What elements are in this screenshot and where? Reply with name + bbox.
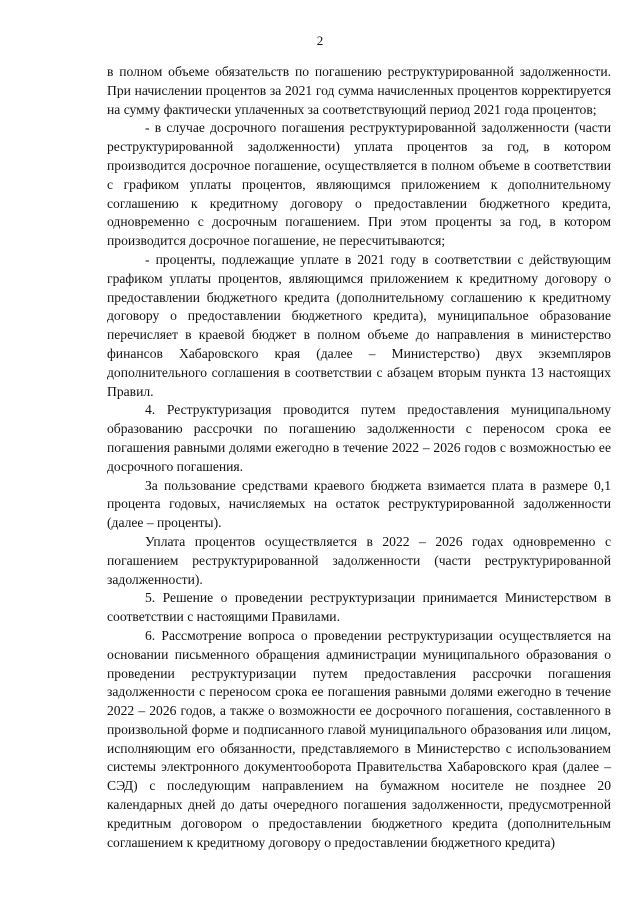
paragraph-interest-2021: - проценты, подлежащие уплате в 2021 году в соответствии с действующим графиком уплаты процентов, являющимся приложением к кредитному договору о предоставлении бюджетного кредита (дополнительному соглашению к кредитному договору о предоставлении бюджетного кредита), муниципальное образование перечисляет в краевой бюджет в полном объеме до направления в министерство финансов Хабаровского края (далее – Министерство) двух экземпляров дополнительного соглашения в соответствии с абзацем вторым пункта 13 настоящих Правил. — [107, 251, 611, 399]
paragraph-item-6: 6. Рассмотрение вопроса о проведении реструктуризации осуществляется на основании письменного обращения администрации муниципального образования о проведении реструктуризации путем предоставления рассрочки погашения задолженности с переносом срока ее погашения равными долями ежегодно в течение 2022 – 2026 годов, а также о возможности ее досрочного погашения, составленного в произвольной форме и подписанного главой муниципального образования или лицом, исполняющим его обязанности, представляемого в Министерство с использованием системы электронного документооборота Правительства Хабаровского края (далее – СЭД) с последующим направлением на бумажном носителе не позднее 20 календарных дней до даты очередного погашения задолженности, предусмотренной кредитным договором о предоставлении бюджетного кредита (дополнительным соглашением к кредитному договору о предоставлении бюджетного кредита) — [107, 627, 611, 850]
paragraph-item-5: 5. Решение о проведении реструктуризации принимается Министерством в соответствии с настоящими Правилами. — [107, 590, 611, 625]
paragraph-fee-rate: За пользование средствами краевого бюджета взимается плата в размере 0,1 процента годовых, начисляемых на остаток реструктурированной задолженности (далее – проценты). — [107, 477, 611, 531]
paragraph-item-4: 4. Реструктуризация проводится путем предоставления муниципальному образованию рассрочки по погашению задолженности с переносом срока ее погашения равными долями ежегодно в течение 2022 – 2026 годов с возможностью ее досрочного погашения. — [107, 402, 611, 474]
document-body — [107, 63, 611, 852]
page-number: 2 — [316, 33, 324, 48]
paragraph-interest-payment: Уплата процентов осуществляется в 2022 – 2026 годах одновременно с погашением реструктурированной задолженности (части реструктурированной задолженности). — [107, 533, 611, 587]
paragraph-early-repayment: - в случае досрочного погашения реструктурированной задолженности (части реструктурированной задолженности) уплата процентов за год, в котором производится досрочное погашение, осуществляется в полном объеме в соответствии с графиком уплаты процентов, являющимся приложением к дополнительному соглашению к кредитному договору о предоставлении бюджетного кредита, одновременно с досрочным погашением. При этом проценты за год, в котором производится досрочное погашение, не пересчитываются; — [107, 120, 611, 249]
paragraph-continuation: в полном объеме обязательств по погашению реструктурированной задолженности. При начислении процентов за 2021 год сумма начисленных процентов корректируется на сумму фактически уплаченных за соответствующий период 2021 года процентов; — [107, 64, 611, 117]
